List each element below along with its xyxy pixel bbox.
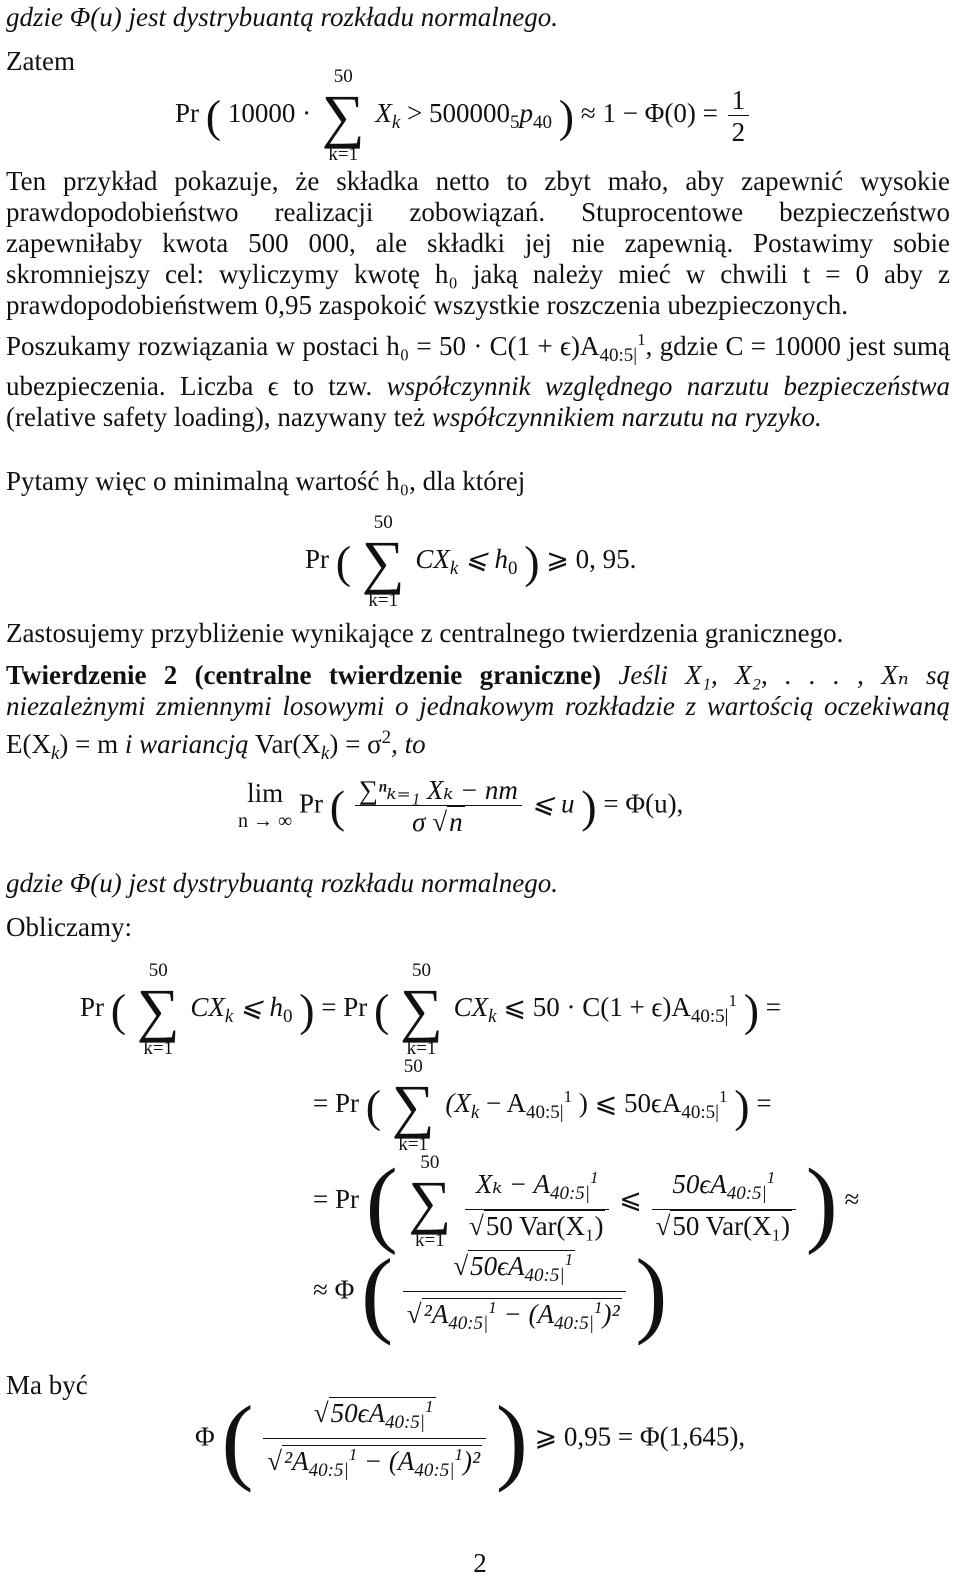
paragraph-3: Pytamy więc o minimalną wartość h₀, dla której <box>6 466 526 496</box>
equation-1: Pr ( 10000 · 50 ∑ k=1 $X_k > 500000_5p_{40}$ ) ≈ 1 − Φ(0) = $\frac{1}{2}$ <box>175 66 752 166</box>
calc-line-1: Pr ( 50 ∑ k=1 $CX_k$ ⩽ $h_0$ ) = Pr ( 50 ∑ k=1 $CX_k$ ⩽ $50 \cdot C(1 + \epsilon)A_{40:5|}^1$ ) = <box>80 960 781 1059</box>
paragraph-2: Poszukamy rozwiązania w postaci $h_0 = 50 \cdot C(1 + \epsilon)A_{40:5|}^1$, gdzie C = 10000 jest sumą ubezpieczenia. Liczba ϵ to tzw. współczynnik względnego narzutu bezpieczeństwa (relative safety loading), nazywany też współczynnikiem narzutu na ryzyko. <box>6 330 951 432</box>
limit-operator: lim n → ∞ <box>238 777 293 832</box>
calc-line-4: ≈ Φ ( $\frac{√50\epsilon A_{40:5|}^1}{√^2A_{40:5|}^1 - (A_{40:5|}^1)^2}$ ) <box>313 1239 668 1346</box>
ma-byc-label: Ma być <box>6 1370 88 1400</box>
sum-symbol: 50 ∑ k=1 <box>361 512 405 611</box>
sum-symbol: 50 ∑ k=1 <box>321 66 365 165</box>
zatem-label: Zatem <box>6 46 75 76</box>
fraction-half: $\frac{1}{2}$ <box>728 85 750 148</box>
calc-line-2: = Pr ( 50 ∑ k=1 ($X_k - A_{40:5|}^1$ ) ⩽ $50\epsilon A_{40:5|}^1$ ) = <box>313 1056 772 1155</box>
sum-symbol: 50 ∑ k=1 <box>391 1056 435 1155</box>
equation-2: Pr ( 50 ∑ k=1 $CX_k$ ⩽ $h_0$ ) ⩾ 0, 95. <box>305 512 637 611</box>
paragraph-4: Zastosujemy przybliżenie wynikające z centralnego twierdzenia granicznego. <box>6 618 844 648</box>
obliczamy-label: Obliczamy: <box>6 912 132 942</box>
final-inequality: Φ ( $\frac{√50\epsilon A_{40:5|}^1}{√^2A_{40:5|}^1 - (A_{40:5|}^1)^2}$ ) ⩾ 0,95 = Φ(1,645), <box>195 1386 746 1493</box>
sum-symbol: 50 ∑ k=1 <box>136 960 180 1059</box>
theorem-title: Twierdzenie 2 (centralne twierdzenie graniczne) <box>6 660 602 690</box>
paragraph-5: gdzie Φ(u) jest dystrybuantą rozkładu normalnego. <box>6 868 558 898</box>
equation-3: lim n → ∞ Pr ( $\frac{\text{∑ⁿₖ₌₁ Xₖ − nm}}{\sigma √n}$ ⩽ u ) = Φ(u), <box>238 775 684 837</box>
theorem-block: Twierdzenie 2 (centralne twierdzenie graniczne) Jeśli X₁, X₂, . . . , Xₙ są niezależnymi zmiennymi losowymi o jednakowym rozkładzie z wartością oczekiwaną $E(X_k) = m$ i wariancją $Var(X_k) = \sigma^2$, to <box>6 660 950 764</box>
sum-symbol: 50 ∑ k=1 <box>408 1152 452 1251</box>
calc-line-3: = Pr ( 50 ∑ k=1 $\frac{X_k - A_{40:5|}^1}{\text{√50 Var(X₁)}}$ ⩽ $\frac{50\epsilon A_{40:5|}^1}{\text{√50 Var(X₁)}}$ ) ≈ <box>313 1148 860 1256</box>
page-number: 2 <box>473 1548 487 1578</box>
paragraph-1: Ten przykład pokazuje, że składka netto to zbyt mało, aby zapewnić wysokie prawdopodobieństwo realizacji zobowiązań. Stuprocentowe bezpieczeństwo zapewniłaby kwota 500 000, ale składki jej nie zapewnią. Postawimy sobie skromniejszy cel: wyliczymy kwotę h₀ jaką należy mieć w chwili t = 0 aby z prawdopodobieństwem 0,95 zaspokoić wszystkie roszczenia ubezpieczonych. <box>6 166 950 320</box>
top-line: gdzie Φ(u) jest dystrybuantą rozkładu normalnego. <box>6 2 558 32</box>
sum-symbol: 50 ∑ k=1 <box>400 960 443 1059</box>
